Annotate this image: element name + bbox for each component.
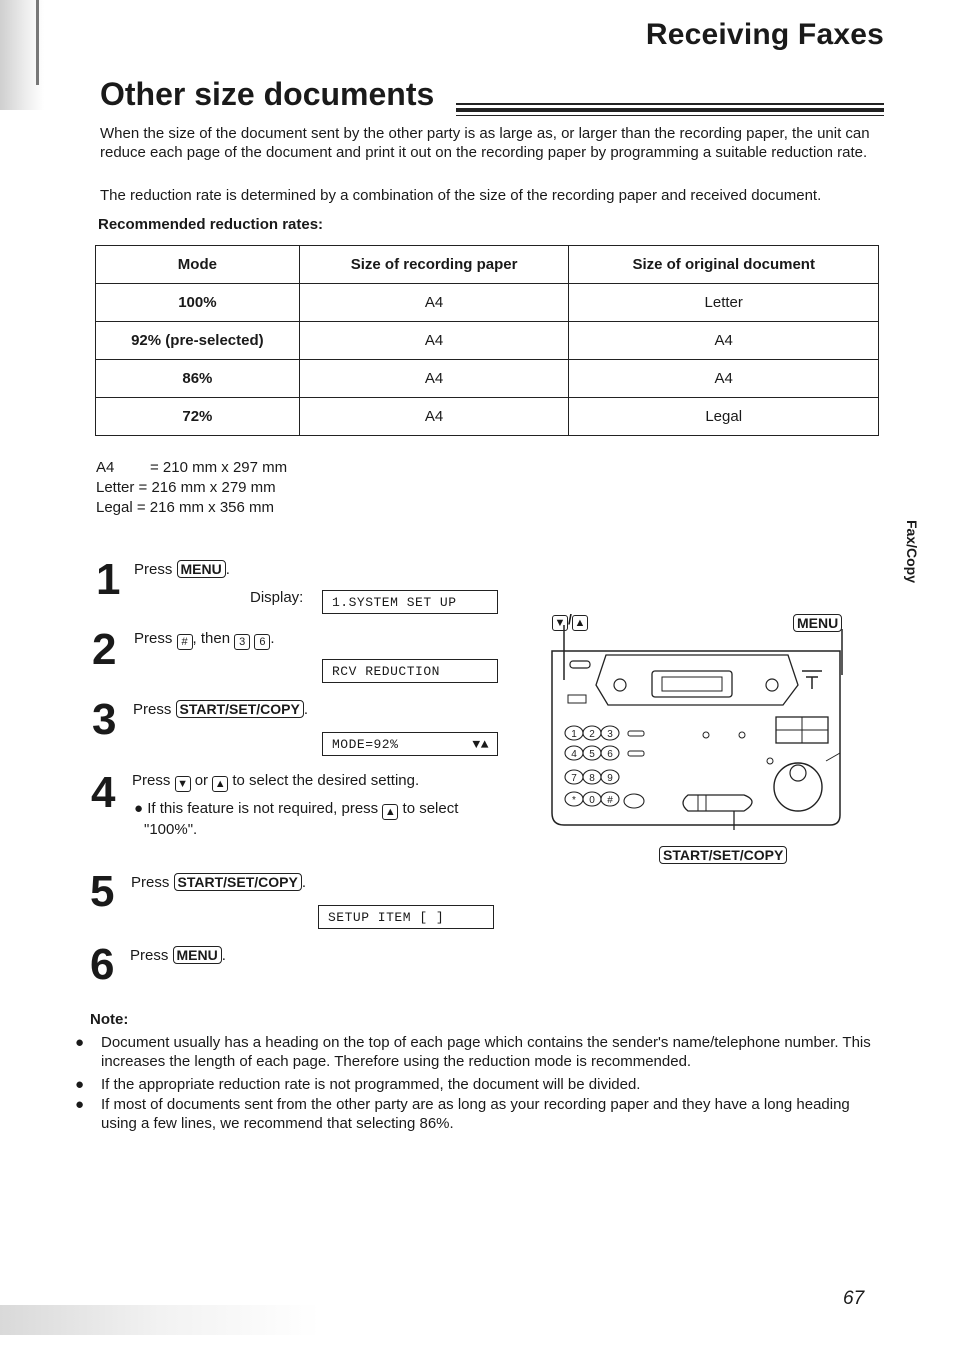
original-document-cell: A4 [569, 322, 879, 360]
lcd-display: SETUP ITEM [ ] [318, 905, 494, 929]
page-number: 67 [843, 1288, 865, 1309]
start-set-copy-key: START/SET/COPY [176, 700, 304, 718]
note-item: ● If most of documents sent from the other party are as long as your recording paper and they have a long heading using a few lines, we recommend that selecting 86%. [75, 1096, 850, 1132]
step-number: 3 [92, 695, 117, 744]
down-arrow-key: ▼ [175, 776, 191, 792]
table-row [96, 322, 879, 360]
intro-paragraph-1: When the size of the document sent by the other party is as large as, or larger than the recording paper, the unit can reduce each page of the document and print it out on the recording paper by programming a suitable reduction rate. [100, 125, 870, 161]
svg-text:1: 1 [571, 729, 577, 740]
menu-key-label: MENU [793, 614, 842, 632]
menu-key: MENU [177, 560, 226, 578]
lcd-arrows: ▼▲ [472, 737, 489, 752]
svg-text:5: 5 [589, 749, 595, 760]
navigator-dial [774, 763, 822, 811]
step-4-bullet: ● If this feature is not required, press ▲ to select "100%". [134, 800, 459, 838]
step-3-instruction: Press START/SET/COPY . [133, 701, 308, 718]
page-title: Other size documents [100, 76, 435, 112]
paper-size-item: Legal = 216 mm x 356 mm [96, 499, 275, 516]
reduction-rates-table [95, 245, 879, 436]
up-arrow-key: ▲ [212, 776, 228, 792]
column-header: Size of recording paper [299, 246, 569, 284]
scan-edge-line [36, 0, 39, 85]
svg-text:3: 3 [607, 729, 613, 740]
table-row [96, 398, 879, 436]
svg-text:#: # [607, 795, 613, 806]
step-number: 1 [96, 555, 121, 604]
table-title: Recommended reduction rates: [98, 216, 324, 233]
step-5-instruction: Press START/SET/COPY . [131, 874, 306, 891]
lcd-display: MODE=92% ▼▲ [322, 732, 498, 756]
start-button-shape [683, 795, 752, 811]
step-number: 2 [92, 625, 117, 674]
svg-text:9: 9 [607, 773, 613, 784]
step-6-instruction: Press MENU . [130, 947, 226, 964]
svg-text:*: * [572, 795, 576, 806]
keypad [565, 726, 619, 806]
recording-paper-cell: A4 [299, 322, 569, 360]
step-number: 6 [90, 940, 115, 989]
down-arrow-key: ▼ [552, 615, 568, 631]
up-arrow-key: ▲ [382, 804, 398, 820]
svg-text:6: 6 [607, 749, 613, 760]
step-1-instruction: Press MENU . [134, 561, 230, 578]
display-label: Display: [250, 589, 304, 606]
hash-key: # [177, 634, 193, 650]
section-header: Receiving Faxes [645, 18, 884, 51]
svg-text:7: 7 [571, 773, 577, 784]
scan-smudge [0, 1305, 320, 1335]
paper-size-list [96, 458, 287, 518]
key-3: 3 [234, 634, 250, 650]
mode-cell: 92% (pre-selected) [96, 322, 300, 360]
recording-paper-cell: A4 [299, 284, 569, 322]
side-tab: Fax/Copy [904, 520, 920, 584]
title-rule [456, 108, 884, 112]
start-set-copy-label: START/SET/COPY [659, 846, 787, 864]
paper-size-item: Letter = 216 mm x 279 mm [96, 479, 276, 496]
lcd-window [652, 671, 732, 697]
step-number: 4 [91, 768, 116, 817]
svg-text:2: 2 [589, 729, 595, 740]
svg-text:8: 8 [589, 773, 595, 784]
recording-paper-cell: A4 [299, 360, 569, 398]
key-6: 6 [254, 634, 270, 650]
original-document-cell: Legal [569, 398, 879, 436]
lcd-display: RCV REDUCTION [322, 659, 498, 683]
step-4-instruction: Press ▼ or ▲ to select the desired setting. [132, 772, 420, 790]
title-rule [456, 103, 884, 105]
svg-text:0: 0 [589, 795, 595, 806]
column-header: Mode [96, 246, 300, 284]
table-row [96, 360, 879, 398]
intro-paragraph-2: The reduction rate is determined by a combination of the size of the recording paper and received document. [100, 187, 822, 204]
title-rule [456, 115, 884, 116]
paper-size-item: A4 = 210 mm x 297 mm [96, 459, 288, 476]
recording-paper-cell: A4 [299, 398, 569, 436]
column-header: Size of original document [569, 246, 879, 284]
table-row [96, 284, 879, 322]
menu-key: MENU [173, 946, 222, 964]
note-item: ● If the appropriate reduction rate is not programmed, the document will be divided. [75, 1076, 641, 1093]
original-document-cell: A4 [569, 360, 879, 398]
mode-cell: 72% [96, 398, 300, 436]
note-heading: Note: [90, 1011, 129, 1028]
fax-machine-diagram [548, 625, 848, 830]
up-arrow-key: ▲ [572, 615, 588, 631]
mode-cell: 86% [96, 360, 300, 398]
mode-cell: 100% [96, 284, 300, 322]
start-set-copy-key: START/SET/COPY [174, 873, 302, 891]
lcd-display: 1.SYSTEM SET UP [322, 590, 498, 614]
original-document-cell: Letter [569, 284, 879, 322]
table-header-row [96, 246, 879, 284]
step-2-instruction: Press # , then 3 6 . [134, 630, 275, 648]
svg-text:4: 4 [571, 749, 577, 760]
arrow-keys-label: ▼ / ▲ [552, 611, 588, 631]
note-item: ● Document usually has a heading on the top of each page which contains the sender's name/telephone number. This increases the length of each page. Therefore using the reduction mode is recommended. [75, 1034, 871, 1070]
step-number: 5 [90, 867, 115, 916]
